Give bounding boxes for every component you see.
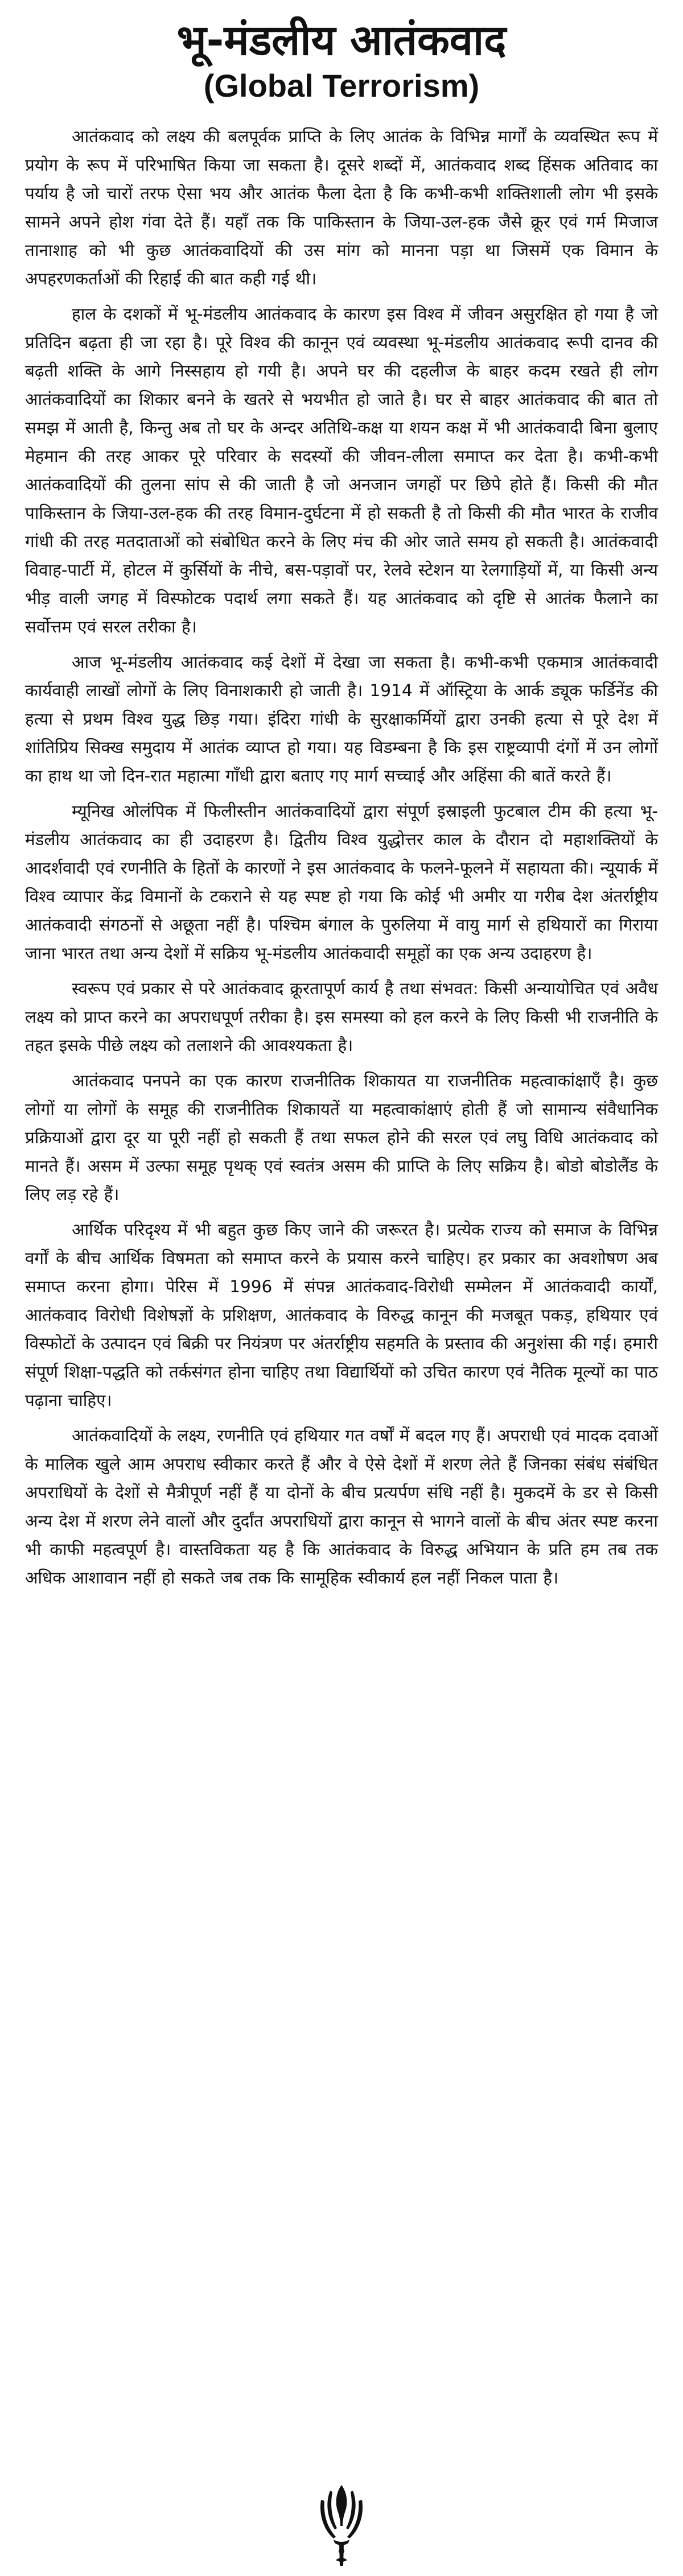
page-title: भू-मंडलीय आतंकवाद	[176, 16, 507, 65]
paragraph-8: आतंकवादियों के लक्ष्य, रणनीति एवं हथियार गत वर्षों में बदल गए हैं। अपराधी एवं मादक दवाओं के मालिक खुले आम अपराध स्वीकार करते हैं और वे ऐसे देशों में शरण लेते हैं जिनका संबंध संबंधित अपराधियों के देशों से मैत्रीपूर्ण नहीं हैं या दोनों के बीच प्रत्यर्पण संधि नहीं है। मुकदमें के डर से किसी अन्य देश में शरण लेने वालों और दुर्दांत अपराधियों द्वारा कानून से भागने वालों के बीच अंतर स्पष्ट करना भी काफी महत्वपूर्ण है। वास्तविकता यह है कि आतंकवाद के विरुद्ध अभियान के प्रति हम तब तक अधिक आशावान नहीं हो सकते जब तक कि सामूहिक स्वीकार्य हल नहीं निकल पाता है।	[25, 1425, 658, 1587]
paragraph-1: आतंकवाद को लक्ष्य की बलपूर्वक प्राप्ति के लिए आतंक के विभिन्न मार्गों के व्यवस्थित रूप में प्रयोग के रूप में परिभाषित किया जा सकता है। दूसरे शब्दों में, आतंकवाद शब्द हिंसक अतिवाद का पर्याय है जो चारों तरफ ऐसा भय और आतंक फैला देता है कि कभी-कभी शक्तिशाली लोग भी इसके सामने अपने होश गंवा देते हैं। यहाँ तक कि पाकिस्तान के जिया-उल-हक जैसे क्रूर एवं गर्म मिजाज तानाशाह को भी कुछ आतंकवादियों की उस मांग को मानना पड़ा था जिसमें एक विमान के अपहरणकर्ताओं की रिहाई की बात कही गई थी।	[25, 126, 658, 288]
paragraph-2: हाल के दशकों में भू-मंडलीय आतंकवाद के कारण इस विश्व में जीवन असुरक्षित हो गया है जो प्रतिदिन बढ़ता ही जा रहा है। पूरे विश्व की कानून एवं व्यवस्था भू-मंडलीय आतंकवाद रूपी दानव की बढ़ती शक्ति के आगे निस्सहाय हो गयी है। अपने घर की दहलीज के बाहर कदम रखते ही लोग आतंकवादियों का शिकार बनने के खतरे से भयभीत हो जाते है। घर से बाहर आतंकवाद की बात तो समझ में आती है, किन्तु अब तो घर के अन्दर अतिथि-कक्ष या शयन कक्ष में भी आतंकवादी बिना बुलाए मेहमान की तरह आकर पूरे परिवार के सदस्यों की जीवन-लीला समाप्त कर देता है। कभी-कभी आतंकवादियों की तुलना सांप से की जाती है जो अनजान जगहों पर छिपे होते हैं। किसी की मौत पाकिस्तान के जिया-उल-हक की तरह विमान-दुर्घटना में हो सकती है तो किसी की मौत भारत के राजीव गांधी की तरह मतदाताओं को संबोधित करने के लिए मंच की ओर जाते समय हो सकती है। आतंकवादी विवाह-पार्टी में, होटल में कुर्सियों के नीचे, बस-पड़ावों पर, रेलवे स्टेशन या रेलगाड़ियों में, या किसी अन्य भीड़ वाली जगह में विस्फोटक पदार्थ लगा सकते हैं। यह आतंकवाद को दृष्टि से आतंक फैलाने का सर्वोत्तम एवं सरल तरीका है।	[25, 304, 658, 636]
paragraph-7: आर्थिक परिदृश्य में भी बहुत कुछ किए जाने की जरूरत है। प्रत्येक राज्य को समाज के विभिन्न वर्गों के बीच आर्थिक विषमता को समाप्त करने के प्रयास करने चाहिए। हर प्रकार का अवशोषण अब समाप्त करना होगा। पेरिस में 1996 में संपन्न आतंकवाद-विरोधी सम्मेलन में आतंकवादी कार्यों, आतंकवाद विरोधी विशेषज्ञों के प्रशिक्षण, आतंकवाद के विरुद्ध कानून की मजबूत पकड़, हथियार एवं विस्फोटों के उत्पादन एवं बिक्री पर नियंत्रण पर अंतर्राष्ट्रीय सहमति के प्रस्ताव की अनुशंसा की गई। हमारी संपूर्ण शिक्षा-पद्धति को तर्कसंगत होना चाहिए तथा विद्यार्थियों को उचित कारण एवं नैतिक मूल्यों का पाठ पढ़ाना चाहिए।	[25, 1219, 658, 1410]
paragraph-3: आज भू-मंडलीय आतंकवाद कई देशों में देखा जा सकता है। कभी-कभी एकमात्र आतंकवादी कार्यवाही लाखों लोगों के लिए विनाशकारी हो जाती है। 1914 में ऑस्ट्रिया के आर्क ड्यूक फर्डिनेंड की हत्या से प्रथम विश्व युद्ध छिड़ गया। इंदिरा गांधी के सुरक्षाकर्मियों द्वारा उनकी हत्या से पूरे देश में शांतिप्रिय सिक्ख समुदाय में आतंक व्याप्त हो गया। यह विडम्बना है कि इस राष्ट्रव्यापी दंगों में उन लोगों का हाथ था जो दिन-रात महात्मा गाँधी द्वारा बताए गए मार्ग सच्चाई और अहिंसा की बातें करते हैं।	[25, 652, 658, 785]
paragraph-4: म्यूनिख ओलंपिक में फिलीस्तीन आतंकवादियों द्वारा संपूर्ण इस्राइली फुटबाल टीम की हत्या भू-मंडलीय आतंकवाद का ही उदाहरण है। द्वितीय विश्व युद्धोत्तर काल के दौरान दो महाशक्तियों के आदर्शवादी एवं रणनीति के हितों के कारणों ने इस आतंकवाद के फलने-फूलने में सहायता की। न्यूयार्क में विश्व व्यापार केंद्र विमानों के टकराने से यह स्पष्ट हो गया कि कोई भी अमीर या गरीब देश अंतर्राष्ट्रीय आतंकवादी संगठनों से अछूता नहीं है। पश्चिम बंगाल के पुरुलिया में वायु मार्ग से हथियारों का गिराया जाना भारत तथा अन्य देशों में सक्रिय भू-मंडलीय आतंकवादी समूहों का एक अन्य उदाहरण है।	[25, 801, 658, 963]
floral-ornament-icon	[313, 2483, 370, 2568]
paragraph-6: आतंकवाद पनपने का एक कारण राजनीतिक शिकायत या राजनीतिक महत्वाकांक्षाएँ है। कुछ लोगों या लोगों के समूह की राजनीतिक शिकायतें या महत्वाकांक्षाएं होती हैं जो सामान्य संवैधानिक प्रक्रियाओं द्वारा दूर या पूरी नहीं हो सकती हैं तथा सफल होने की सरल एवं लघु विधि आतंकवाद को मानते हैं। असम में उल्फा समूह पृथक् एवं स्वतंत्र असम की प्राप्ति के लिए सक्रिय है। बोडो बोडोलैंड के लिए लड़ रहे हैं।	[25, 1070, 658, 1204]
document-header	[25, 16, 658, 105]
page-subtitle: (Global Terrorism)	[203, 68, 480, 104]
paragraph-5: स्वरूप एवं प्रकार से परे आतंकवाद क्रूरतापूर्ण कार्य है तथा संभवत: किसी अन्यायोचित एवं अवैध लक्ष्य को प्राप्त करने का अपराधपूर्ण तरीका है। इस समस्या को हल करने के लिए किसी भी राजनीति के तहत इसके पीछे लक्ष्य को तलाशने की आवश्यकता है।	[25, 978, 658, 1055]
essay-body	[25, 122, 658, 1592]
